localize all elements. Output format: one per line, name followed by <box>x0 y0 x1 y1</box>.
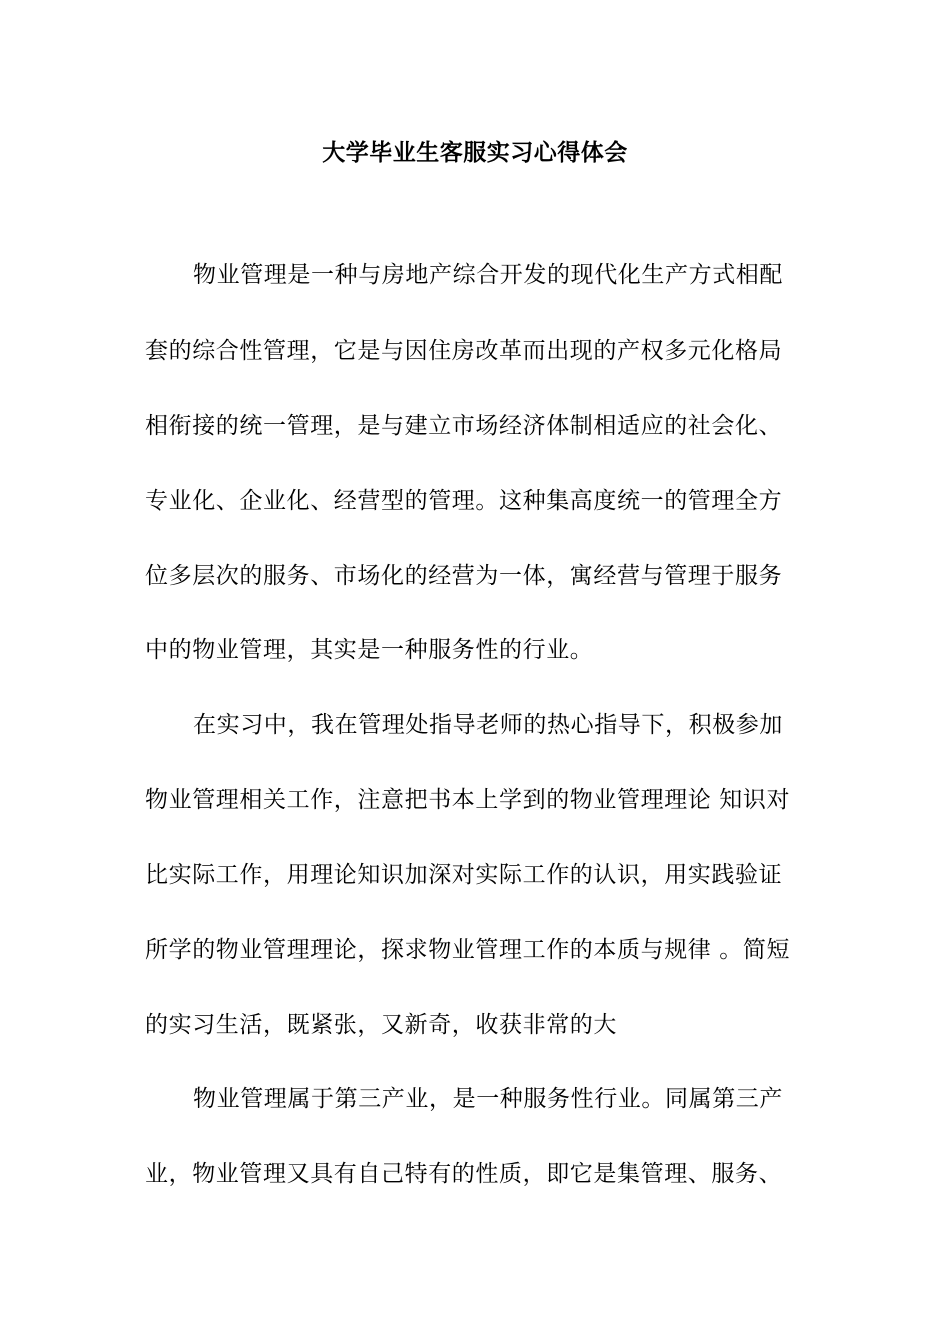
document-title: 大学毕业生客服实习心得体会 <box>322 139 628 166</box>
paragraph-2-line-2: 物业管理相关工作，注意把书本上学到的物业管理理论 知识对 <box>145 787 791 813</box>
paragraph-2-line-4: 所学的物业管理理论，探求物业管理工作的本质与规律 。简短 <box>145 937 791 963</box>
paragraph-2-line-1: 在实习中，我在管理处指导老师的热心指导下，积极参加 <box>193 712 783 738</box>
paragraph-1-line-3: 相衔接的统一管理，是与建立市场经济体制相适应的社会化、 <box>145 413 783 439</box>
paragraph-1-line-4: 专业化、企业化、经营型的管理。这种集高度统一的管理全方 <box>145 488 783 514</box>
paragraph-2-line-5: 的实习生活，既紧张，又新奇，收获非常的大 <box>145 1012 617 1038</box>
paragraph-3-line-1: 物业管理属于第三产业，是一种服务性行业。同属第三产 <box>193 1086 783 1112</box>
paragraph-2-line-3: 比实际工作，用理论知识加深对实际工作的认识，用实践验证 <box>145 862 783 888</box>
paragraph-1-line-5: 位多层次的服务、市场化的经营为一体，寓经营与管理于服务 <box>145 563 783 589</box>
paragraph-3-line-2: 业，物业管理又具有自己特有的性质，即它是集管理、服务、 <box>145 1161 783 1187</box>
paragraph-1-line-2: 套的综合性管理，它是与因住房改革而出现的产权多元化格局 <box>145 338 783 364</box>
paragraph-1-line-1: 物业管理是一种与房地产综合开发的现代化生产方式相配 <box>193 262 783 288</box>
paragraph-1-line-6: 中的物业管理，其实是一种服务性的行业。 <box>145 637 594 663</box>
